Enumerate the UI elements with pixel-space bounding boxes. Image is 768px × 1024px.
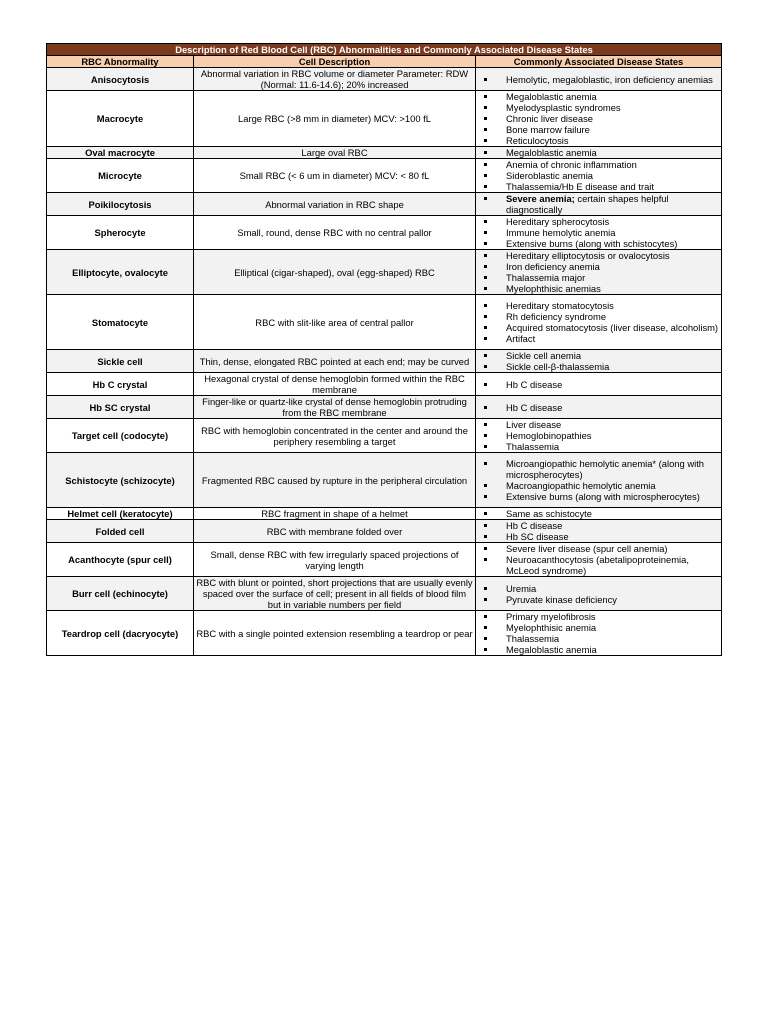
table-row (47, 543, 722, 577)
disease-list-item: Severe liver disease (spur cell anemia) (478, 543, 719, 554)
disease-list-item: Hereditary stomatocytosis (478, 300, 719, 311)
table-row (47, 611, 722, 656)
abnormality-cell: Spherocyte (47, 216, 194, 250)
disease-list-item: Sickle cell-β-thalassemia (478, 361, 719, 372)
abnormality-cell: Macrocyte (47, 91, 194, 147)
abnormality-cell: Target cell (codocyte) (47, 419, 194, 453)
table-row (47, 577, 722, 611)
diseases-cell (476, 520, 722, 543)
description-cell: Finger-like or quartz-like crystal of dense hemoglobin protruding from the RBC membrane (194, 396, 476, 419)
disease-list-item: Megaloblastic anemia (478, 91, 719, 102)
disease-list (478, 147, 719, 158)
disease-list-item: Thalassemia major (478, 272, 719, 283)
disease-list (478, 350, 719, 372)
disease-list-item (478, 193, 719, 215)
disease-list-item: Hereditary spherocytosis (478, 216, 719, 227)
description-cell: Small, round, dense RBC with no central pallor (194, 216, 476, 250)
disease-list-item: Megaloblastic anemia (478, 644, 719, 655)
disease-list-item: Sickle cell anemia (478, 350, 719, 361)
abnormality-cell: Stomatocyte (47, 295, 194, 350)
description-cell: RBC fragment in shape of a helmet (194, 508, 476, 520)
disease-list-item: Pyruvate kinase deficiency (478, 594, 719, 605)
disease-list-item: Thalassemia (478, 633, 719, 644)
disease-list-item: Reticulocytosis (478, 135, 719, 146)
diseases-cell (476, 373, 722, 396)
disease-list-item: Artifact (478, 333, 719, 344)
abnormality-cell: Oval macrocyte (47, 147, 194, 159)
description-cell: RBC with blunt or pointed, short projections that are usually evenly spaced over the surface of cell; present in all fields of blood film but in variable numbers per field (194, 577, 476, 611)
table-row (47, 373, 722, 396)
disease-list (478, 611, 719, 655)
disease-list-item: Extensive burns (along with schistocytes) (478, 238, 719, 249)
disease-list-item: Same as schistocyte (478, 508, 719, 519)
diseases-cell (476, 147, 722, 159)
table-row (47, 216, 722, 250)
disease-note: certain shapes helpful diagnostically (506, 193, 669, 215)
description-cell: RBC with slit-like area of central pallor (194, 295, 476, 350)
disease-list-item: Liver disease (478, 419, 719, 430)
diseases-cell (476, 216, 722, 250)
disease-list (478, 402, 719, 413)
diseases-cell (476, 453, 722, 508)
disease-list (478, 91, 719, 146)
disease-list (478, 193, 719, 215)
disease-list-item: Iron deficiency anemia (478, 261, 719, 272)
description-cell: Large oval RBC (194, 147, 476, 159)
disease-list (478, 300, 719, 344)
disease-list (478, 508, 719, 519)
disease-list (478, 74, 719, 85)
abnormality-cell: Acanthocyte (spur cell) (47, 543, 194, 577)
table-title: Description of Red Blood Cell (RBC) Abnormalities and Commonly Associated Disease States (47, 44, 722, 56)
description-cell: RBC with a single pointed extension resembling a teardrop or pear (194, 611, 476, 656)
description-cell: RBC with membrane folded over (194, 520, 476, 543)
diseases-cell (476, 91, 722, 147)
table-row (47, 147, 722, 159)
disease-list-item: Hemolytic, megaloblastic, iron deficiency anemias (478, 74, 719, 85)
disease-list-item: Microangiopathic hemolytic anemia* (along with microspherocytes) (478, 458, 719, 480)
description-cell: RBC with hemoglobin concentrated in the center and around the periphery resembling a target (194, 419, 476, 453)
disease-list (478, 543, 719, 576)
table-body (47, 68, 722, 656)
disease-list-item: Myelophthisic anemia (478, 622, 719, 633)
table-row (47, 419, 722, 453)
diseases-cell (476, 543, 722, 577)
abnormality-cell: Hb SC crystal (47, 396, 194, 419)
disease-list-item: Hb C disease (478, 520, 719, 531)
description-cell: Abnormal variation in RBC volume or diameter Parameter: RDW (Normal: 11.6-14.6); 20% increased (194, 68, 476, 91)
diseases-cell (476, 295, 722, 350)
disease-list-item: Thalassemia/Hb E disease and trait (478, 181, 719, 192)
disease-list-item: Immune hemolytic anemia (478, 227, 719, 238)
abnormality-cell: Poikilocytosis (47, 193, 194, 216)
diseases-cell (476, 193, 722, 216)
diseases-cell (476, 396, 722, 419)
description-cell: Large RBC (>8 mm in diameter) MCV: >100 fL (194, 91, 476, 147)
table-row (47, 508, 722, 520)
table-row (47, 193, 722, 216)
table-row (47, 350, 722, 373)
disease-list-item: Megaloblastic anemia (478, 147, 719, 158)
disease-list (478, 250, 719, 294)
disease-list-item: Anemia of chronic inflammation (478, 159, 719, 170)
disease-list-item: Hb C disease (478, 379, 719, 390)
diseases-cell (476, 577, 722, 611)
rbc-abnormalities-table (46, 43, 722, 656)
description-cell: Small RBC (< 6 um in diameter) MCV: < 80 fL (194, 159, 476, 193)
disease-list (478, 216, 719, 249)
abnormality-cell: Teardrop cell (dacryocyte) (47, 611, 194, 656)
disease-list-item: Chronic liver disease (478, 113, 719, 124)
description-cell: Hexagonal crystal of dense hemoglobin formed within the RBC membrane (194, 373, 476, 396)
description-cell: Small, dense RBC with few irregularly spaced projections of varying length (194, 543, 476, 577)
diseases-cell (476, 419, 722, 453)
disease-emphasis: Severe anemia; (506, 193, 575, 204)
column-header-abnormality: RBC Abnormality (47, 56, 194, 68)
disease-list-item: Sideroblastic anemia (478, 170, 719, 181)
table-row (47, 91, 722, 147)
disease-list (478, 379, 719, 390)
table-row (47, 520, 722, 543)
table-row (47, 453, 722, 508)
table-row (47, 159, 722, 193)
disease-list-item: Hereditary elliptocytosis or ovalocytosis (478, 250, 719, 261)
abnormality-cell: Folded cell (47, 520, 194, 543)
disease-list-item: Primary myelofibrosis (478, 611, 719, 622)
disease-list-item: Neuroacanthocytosis (abetalipoproteinemia, McLeod syndrome) (478, 554, 719, 576)
table-row (47, 396, 722, 419)
diseases-cell (476, 159, 722, 193)
abnormality-cell: Hb C crystal (47, 373, 194, 396)
description-cell: Thin, dense, elongated RBC pointed at each end; may be curved (194, 350, 476, 373)
diseases-cell (476, 508, 722, 520)
disease-list-item: Macroangiopathic hemolytic anemia (478, 480, 719, 491)
column-header-description: Cell Description (194, 56, 476, 68)
table-row (47, 295, 722, 350)
diseases-cell (476, 250, 722, 295)
disease-list-item: Uremia (478, 583, 719, 594)
description-cell: Fragmented RBC caused by rupture in the peripheral circulation (194, 453, 476, 508)
column-header-diseases: Commonly Associated Disease States (476, 56, 722, 68)
abnormality-cell: Elliptocyte, ovalocyte (47, 250, 194, 295)
diseases-cell (476, 611, 722, 656)
abnormality-cell: Microcyte (47, 159, 194, 193)
disease-list (478, 419, 719, 452)
disease-list (478, 583, 719, 605)
abnormality-cell: Schistocyte (schizocyte) (47, 453, 194, 508)
diseases-cell (476, 68, 722, 91)
disease-list (478, 520, 719, 542)
disease-list (478, 159, 719, 192)
abnormality-cell: Anisocytosis (47, 68, 194, 91)
disease-list-item: Thalassemia (478, 441, 719, 452)
abnormality-cell: Helmet cell (keratocyte) (47, 508, 194, 520)
table-row (47, 250, 722, 295)
disease-list-item: Hb SC disease (478, 531, 719, 542)
abnormality-cell: Sickle cell (47, 350, 194, 373)
description-cell: Abnormal variation in RBC shape (194, 193, 476, 216)
disease-list-item: Hemoglobinopathies (478, 430, 719, 441)
description-cell: Elliptical (cigar-shaped), oval (egg-shaped) RBC (194, 250, 476, 295)
disease-list-item: Acquired stomatocytosis (liver disease, alcoholism) (478, 322, 719, 333)
disease-list-item: Extensive burns (along with microspherocytes) (478, 491, 719, 502)
diseases-cell (476, 350, 722, 373)
disease-list-item: Bone marrow failure (478, 124, 719, 135)
disease-list-item: Myelodysplastic syndromes (478, 102, 719, 113)
disease-list-item: Myelophthisic anemias (478, 283, 719, 294)
disease-list-item: Rh deficiency syndrome (478, 311, 719, 322)
abnormality-cell: Burr cell (echinocyte) (47, 577, 194, 611)
disease-list-item: Hb C disease (478, 402, 719, 413)
disease-list (478, 458, 719, 502)
table-row (47, 68, 722, 91)
